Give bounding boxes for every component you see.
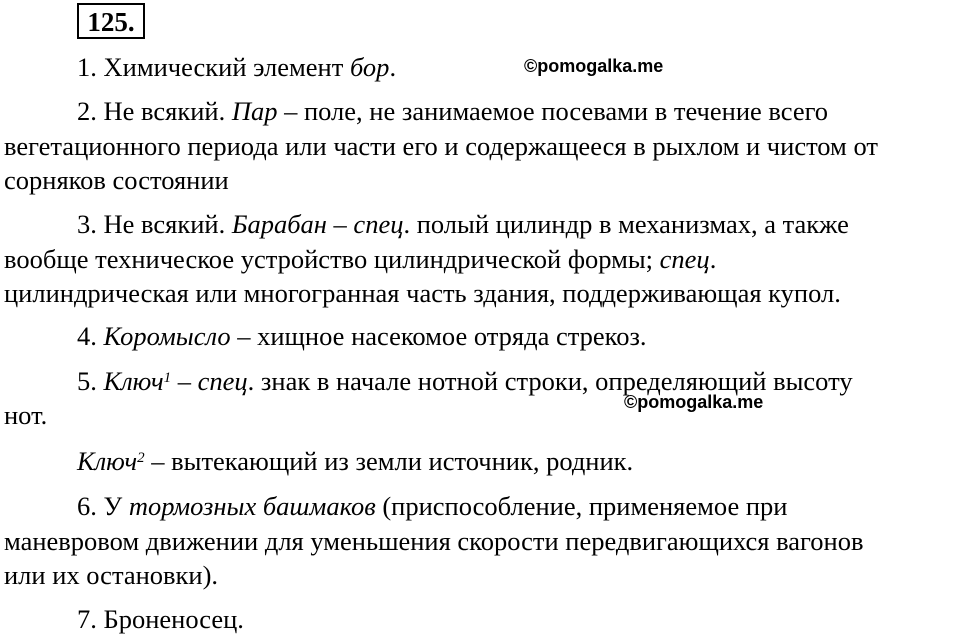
item-3-line-3: цилиндрическая или многогранная часть здания, поддерживающая купол.: [4, 278, 841, 308]
item-3-abbr: спец: [659, 244, 710, 274]
item-7: 7. Броненосец.: [77, 604, 244, 634]
item-3-prefix: 3. Не всякий.: [77, 209, 232, 239]
watermark-top: ©pomogalka.me: [524, 56, 664, 76]
item-5-term-2: [77, 446, 145, 476]
item-3-definition: . полый цилиндр в механизмах, а также: [403, 209, 849, 239]
item-6-line-3: или их остановки).: [4, 560, 219, 590]
item-4-prefix: 4.: [77, 321, 104, 351]
item-5-term-2-word: Ключ: [77, 446, 138, 476]
item-5-superscript: 1: [163, 370, 172, 386]
item-5-second-meaning: [77, 446, 633, 476]
item-4: [77, 321, 647, 351]
item-3-line-2: [4, 244, 716, 274]
item-1: [77, 52, 396, 82]
exercise-number: 125.: [77, 3, 145, 39]
item-5-prefix: 5.: [77, 366, 104, 396]
item-1-prefix: 1. Химический элемент: [77, 52, 350, 82]
item-5-term: [104, 366, 248, 396]
item-2-line-2: вегетационного периода или части его и содержащееся в рыхлом и чистом от: [4, 131, 878, 161]
item-6-definition: (приспособление, применяемое при: [375, 491, 788, 521]
item-2-definition: – поле, не занимаемое посевами в течение всего: [277, 96, 829, 126]
item-3-term: Барабан – спец: [231, 209, 404, 239]
item-1-suffix: .: [389, 52, 397, 82]
item-5-definition: . знак в начале нотной строки, определяющий высоту: [247, 366, 853, 396]
item-5-definition-2: – вытекающий из земли источник, родник.: [144, 446, 634, 476]
item-3-line-2-end: .: [709, 244, 717, 274]
item-5-line-2: нот.: [4, 400, 48, 430]
item-4-definition: – хищное насекомое отряда стрекоз.: [230, 321, 647, 351]
item-3-line-1: [77, 209, 849, 239]
item-1-term: бор: [349, 52, 390, 82]
item-2-prefix: 2. Не всякий.: [77, 96, 232, 126]
item-2-line-3: сорняков состоянии: [4, 165, 229, 195]
watermark-middle: ©pomogalka.me: [624, 392, 764, 412]
item-6-prefix: 6. У: [77, 491, 129, 521]
item-2-term: Пар: [231, 96, 278, 126]
item-2-line-1: [77, 96, 828, 126]
item-6-line-1: [77, 491, 787, 521]
item-3-line-2-text: вообще техническое устройство цилиндрической формы;: [4, 244, 660, 274]
item-6-term: тормозных башмаков: [128, 491, 376, 521]
item-5-term-word: Ключ: [103, 366, 164, 396]
item-5-abbr: – спец: [171, 366, 248, 396]
item-4-term: Коромысло: [103, 321, 231, 351]
item-6-line-2: маневровом движении для уменьшения скорости передвигающихся вагонов: [4, 526, 864, 556]
item-5-superscript-2: 2: [137, 450, 145, 466]
